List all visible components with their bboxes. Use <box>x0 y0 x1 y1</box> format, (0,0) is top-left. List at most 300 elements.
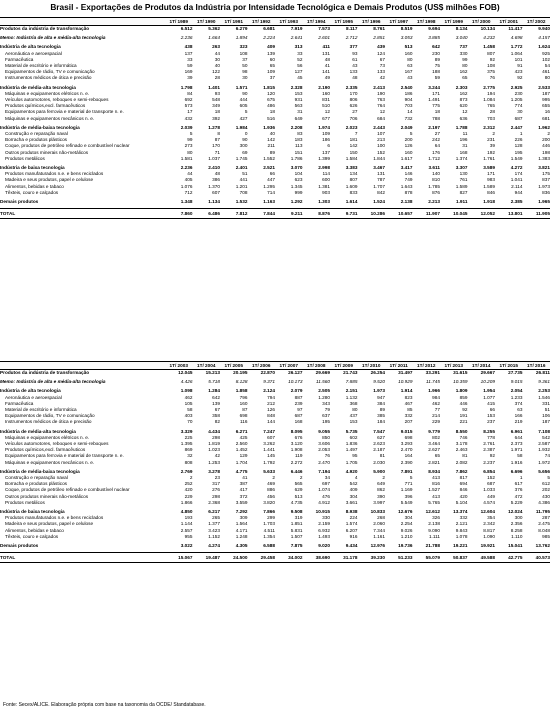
value-cell: 31.178 <box>330 553 358 563</box>
value-cell: 788 <box>432 115 440 121</box>
value-cell: 225 <box>184 434 193 440</box>
row-label: Têxteis, couro e calçados <box>5 189 59 195</box>
value-cell: 7.194 <box>318 468 330 474</box>
value-cell: 268 <box>377 515 385 521</box>
value-cell: 687 <box>294 413 303 419</box>
value-cell: 81 <box>462 453 468 459</box>
value-cell: 390 <box>377 493 385 499</box>
value-cell: 1.280 <box>318 394 330 400</box>
value-cell: 5.735 <box>345 428 358 434</box>
value-cell: 2.054 <box>510 388 523 394</box>
value-cell: 612 <box>542 481 550 487</box>
year-header-cell: 1T/ 1998 <box>413 18 441 26</box>
value-cell: 1.278 <box>208 124 220 130</box>
year-header-cell: 1T/ 2007 <box>275 362 303 370</box>
value-cell: 49.588 <box>468 553 496 563</box>
value-cell: 3.467 <box>373 165 385 171</box>
value-cell: 26.811 <box>535 370 550 375</box>
value-cell: 12.612 <box>425 509 440 515</box>
value-cell: 175 <box>542 171 550 177</box>
row-label: Farmacêutica <box>5 56 34 62</box>
value-cell: 5 <box>244 109 248 115</box>
value-cell: 438 <box>184 44 193 50</box>
value-cell: 4.305 <box>235 543 248 549</box>
value-cell: 343 <box>322 400 330 406</box>
value-cell: 476 <box>322 493 330 499</box>
value-cell: 30 <box>242 75 248 81</box>
value-cell: 441 <box>239 177 248 183</box>
value-cell: 122 <box>212 69 220 75</box>
value-cell: 2.236 <box>180 165 193 171</box>
value-cell: 229 <box>184 493 193 499</box>
value-cell: 2.124 <box>263 388 275 394</box>
value-cell: 3.417 <box>400 165 413 171</box>
value-cell: 1.962 <box>538 124 550 130</box>
value-cell: 947 <box>377 394 385 400</box>
row-label: Indústria de média-alta tecnologia <box>0 84 76 90</box>
row-label: Alimentos, bebidas e tabaco <box>5 183 64 189</box>
value-cell: 385 <box>377 413 385 419</box>
value-cell: 1.916 <box>510 459 523 465</box>
value-cell: 12 <box>379 109 385 115</box>
value-cell: 33.291 <box>425 370 440 375</box>
value-cell: 106 <box>542 413 550 419</box>
value-cell: 92 <box>462 407 468 413</box>
value-cell: 183 <box>294 137 303 143</box>
value-cell: 242 <box>432 137 440 143</box>
row-label: Coque, produtos de petróleo refinado e combustível nuclear <box>5 487 130 493</box>
value-cell: 7.547 <box>373 428 385 434</box>
row-label: Construção e reparação naval <box>5 475 68 481</box>
value-cell: 4.272 <box>510 165 523 171</box>
value-cell: 1.745 <box>235 155 248 161</box>
value-cell: 808 <box>184 459 193 465</box>
value-cell: 7.292 <box>235 509 248 515</box>
value-cell: 1.399 <box>318 155 330 161</box>
value-cell: 2.224 <box>263 35 275 41</box>
value-cell: 687 <box>514 115 523 121</box>
value-cell: 4.171 <box>235 527 248 533</box>
row-label: Outros produtos minerais não-metálicos <box>5 149 89 155</box>
value-cell: 39.230 <box>358 553 386 563</box>
value-cell: 761 <box>459 177 468 183</box>
value-cell: 384 <box>377 400 385 406</box>
value-cell: 93 <box>352 50 358 56</box>
value-cell: 846 <box>487 189 495 195</box>
value-cell: 7.108 <box>538 428 550 434</box>
total-row <box>0 553 550 563</box>
value-cell: 1.441 <box>263 447 275 453</box>
value-cell: 8.095 <box>290 428 303 434</box>
value-cell: 637 <box>322 413 330 419</box>
value-cell: 300 <box>514 515 523 521</box>
value-cell: 1.377 <box>208 521 220 527</box>
value-cell: 5.362 <box>208 26 220 31</box>
value-cell: 2.998 <box>318 165 330 171</box>
value-cell: 151 <box>294 149 303 155</box>
value-cell: 387 <box>239 481 248 487</box>
value-cell: 807 <box>349 177 358 183</box>
exports-table-1989-2002 <box>0 17 550 219</box>
value-cell: 837 <box>542 177 550 183</box>
year-header-cell: 1T/ 1994 <box>303 18 331 26</box>
value-cell: 903 <box>322 189 330 195</box>
value-cell: 2 <box>382 475 385 481</box>
value-cell: 330 <box>322 515 330 521</box>
row-label: Coque, produtos de petróleo refinado e combustível nuclear <box>5 143 130 149</box>
value-cell: 836 <box>542 189 550 195</box>
value-cell: 73 <box>379 63 385 69</box>
value-cell: 873 <box>459 97 468 103</box>
value-cell: 617 <box>514 481 523 487</box>
value-cell: 675 <box>267 97 275 103</box>
value-cell: 469 <box>267 481 275 487</box>
value-cell: 9.090 <box>428 527 440 533</box>
value-cell: 43 <box>407 75 413 81</box>
value-cell: 2.053 <box>318 447 330 453</box>
value-cell: 1.295 <box>263 183 275 189</box>
value-cell: 18 <box>269 109 275 115</box>
value-cell: 109 <box>322 131 330 137</box>
value-cell: 1.381 <box>318 183 330 189</box>
value-cell: 1.370 <box>208 183 220 189</box>
value-cell: 6.961 <box>510 428 523 434</box>
value-cell: 467 <box>404 400 413 406</box>
value-cell: 1.169 <box>400 487 413 493</box>
value-cell: 2.560 <box>235 441 248 447</box>
row-label: Equipamentos para ferrovia e material de transporte n. e. <box>5 453 124 459</box>
value-cell: 11.417 <box>508 26 523 31</box>
value-cell: 140 <box>432 171 440 177</box>
value-cell: 985 <box>542 533 550 539</box>
year-header-cell: 1T/ 2010 <box>358 362 386 370</box>
value-cell: 2.470 <box>400 447 413 453</box>
year-header-cell: 1T/ 2004 <box>193 362 221 370</box>
value-cell: 15.213 <box>205 370 220 375</box>
value-cell: 187 <box>542 90 550 96</box>
value-cell: 174 <box>514 171 523 177</box>
value-cell: 131 <box>322 50 330 56</box>
value-cell: 6.207 <box>345 527 358 533</box>
value-cell: 374 <box>514 400 523 406</box>
value-cell: 104 <box>294 171 303 177</box>
value-cell: 2.030 <box>373 459 385 465</box>
value-cell: 8.048 <box>538 527 550 533</box>
value-cell: 2.121 <box>455 521 468 527</box>
value-cell: 649 <box>377 481 385 487</box>
value-cell: 417 <box>239 487 248 493</box>
value-cell: 698 <box>239 413 248 419</box>
row-label: Equipamentos de rádio, TV e comunicação <box>5 69 95 75</box>
row-label: Madeira e seus produtos, papel e celulose <box>5 521 94 527</box>
value-cell: 69 <box>242 149 248 155</box>
value-cell: 32 <box>187 453 193 459</box>
value-cell: 1.132 <box>345 394 358 400</box>
value-cell: 573 <box>184 103 193 109</box>
value-cell: 11.745 <box>426 379 440 385</box>
value-cell: 265 <box>212 515 220 521</box>
value-cell: 139 <box>267 50 275 56</box>
row-label: Indústria de média-baixa tecnologia <box>0 124 80 130</box>
row-label: Aeronáutica e aeroespacial <box>5 50 62 56</box>
value-cell: 9.779 <box>428 428 440 434</box>
value-cell: 2 <box>547 131 550 137</box>
value-cell: 1.911 <box>456 199 468 205</box>
value-cell: 84 <box>187 90 193 96</box>
value-cell: 600 <box>322 177 330 183</box>
value-cell: 1.033 <box>483 487 495 493</box>
value-cell: 846 <box>459 487 468 493</box>
value-cell: 16 <box>544 109 550 115</box>
value-cell: 126 <box>267 407 275 413</box>
value-cell: 287 <box>542 515 550 521</box>
value-cell: 764 <box>377 103 385 109</box>
value-cell: 8.934 <box>428 468 440 474</box>
value-cell: 486 <box>267 103 275 109</box>
year-header-cell: 1T/ 1992 <box>248 18 276 26</box>
value-cell: 1.395 <box>180 441 193 447</box>
value-cell: 89 <box>434 56 440 62</box>
value-cell: 3.053 <box>400 35 413 41</box>
value-cell: 2.208 <box>290 124 303 130</box>
value-cell: 26.254 <box>370 370 385 375</box>
value-cell: 423 <box>514 69 523 75</box>
value-cell: 439 <box>377 44 385 50</box>
value-cell: 430 <box>542 493 550 499</box>
value-cell: 82 <box>214 419 220 425</box>
value-cell: 10.173 <box>288 379 303 385</box>
value-cell: 67 <box>379 56 385 62</box>
row-label: Equipamentos para ferrovia e material de transporte n. e. <box>5 109 124 115</box>
value-cell: 712 <box>184 189 193 195</box>
value-cell: 80 <box>544 75 550 81</box>
value-cell: 2.587 <box>538 441 550 447</box>
value-cell: 4.850 <box>180 509 193 515</box>
value-cell: 1.664 <box>208 35 220 41</box>
value-cell: 746 <box>459 434 468 440</box>
value-cell: 52 <box>297 56 303 62</box>
value-cell: 10.209 <box>480 379 495 385</box>
value-cell: 34.002 <box>275 553 303 563</box>
value-cell: 9.361 <box>538 379 550 385</box>
value-cell: 1.354 <box>263 533 275 539</box>
value-cell: 7.875 <box>290 543 303 549</box>
value-cell: 87 <box>242 407 248 413</box>
value-cell: 42 <box>214 453 220 459</box>
value-cell: 462 <box>432 400 440 406</box>
value-cell: 166 <box>514 413 523 419</box>
value-cell: 4.434 <box>208 428 220 434</box>
row-label: Indústria de média-alta tecnologia <box>0 428 76 434</box>
row-label: TOTAL <box>0 209 165 219</box>
value-cell: 2.368 <box>208 499 220 505</box>
value-cell: 79 <box>324 407 330 413</box>
value-cell: 9.843 <box>455 527 468 533</box>
value-cell: 101 <box>514 56 523 62</box>
value-cell: 2.253 <box>538 388 550 394</box>
value-cell: 40 <box>269 131 275 137</box>
value-cell: 9.020 <box>318 543 330 549</box>
value-cell: 1.614 <box>345 199 358 205</box>
value-cell: 2.601 <box>318 35 330 41</box>
value-cell: 1.549 <box>510 155 523 161</box>
category-row <box>0 26 550 33</box>
value-cell: 239 <box>294 400 303 406</box>
value-cell: 983 <box>487 177 495 183</box>
value-cell: 12.976 <box>370 543 385 549</box>
value-cell: 4.426 <box>180 379 193 385</box>
value-cell: 649 <box>294 115 303 121</box>
value-cell: 1.712 <box>428 155 440 161</box>
value-cell: 41 <box>242 475 248 481</box>
value-cell: 787 <box>377 177 385 183</box>
value-cell: 133 <box>377 69 385 75</box>
value-cell: 319 <box>294 515 303 521</box>
value-cell: 58 <box>187 407 193 413</box>
value-cell: 5.718 <box>208 379 220 385</box>
value-cell: 20.195 <box>233 370 248 375</box>
value-cell: 2 <box>272 475 275 481</box>
value-cell: 771 <box>404 481 413 487</box>
value-cell: 1.984 <box>235 124 248 130</box>
value-cell: 2.387 <box>483 447 495 453</box>
value-cell: 449 <box>487 493 495 499</box>
value-cell: 8.938 <box>345 509 358 515</box>
value-cell: 904 <box>404 97 413 103</box>
value-cell: 420 <box>459 493 468 499</box>
value-cell: 3.820 <box>263 499 275 505</box>
value-cell: 171 <box>432 90 440 96</box>
value-cell: 2.138 <box>428 521 440 527</box>
value-cell: 2.623 <box>373 441 385 447</box>
value-cell: 1.491 <box>428 97 440 103</box>
value-cell: 146 <box>404 171 413 177</box>
value-cell: 200 <box>542 137 550 143</box>
row-label: Indústria de baixa tecnologia <box>0 165 65 171</box>
year-header-cell: 1T/ 2000 <box>468 18 496 26</box>
value-cell: 11.795 <box>535 509 550 515</box>
value-cell: 29.669 <box>315 370 330 375</box>
value-cell: 708 <box>239 189 248 195</box>
value-cell: 627 <box>377 434 385 440</box>
value-cell: 15.067 <box>165 553 193 563</box>
year-header-cell: 1T/ 1995 <box>330 18 358 26</box>
row-label: TOTAL <box>0 553 165 563</box>
value-cell: 187 <box>542 419 550 425</box>
value-cell: 676 <box>294 434 303 440</box>
value-cell: 211 <box>267 143 275 149</box>
value-cell: 3.559 <box>235 499 248 505</box>
value-cell: 219 <box>514 419 523 425</box>
value-cell: 54 <box>544 63 550 69</box>
value-cell: 8.876 <box>303 209 331 219</box>
value-cell: 1.144 <box>180 521 193 527</box>
value-cell: 1.643 <box>400 183 413 189</box>
row-label: Produtos da indústria de transformação <box>0 370 90 375</box>
value-cell: 1.074 <box>318 487 330 493</box>
value-cell: 1.078 <box>455 533 468 539</box>
value-cell: 842 <box>377 189 385 195</box>
value-cell: 2.197 <box>428 124 440 130</box>
value-cell: 226 <box>514 137 523 143</box>
value-cell: 802 <box>432 434 440 440</box>
value-cell: 2.335 <box>345 84 358 90</box>
value-cell: 8.255 <box>483 428 495 434</box>
value-cell: 42.775 <box>495 553 523 563</box>
value-cell: 40.573 <box>523 553 550 563</box>
value-cell: 89 <box>269 149 275 155</box>
value-cell: 19.487 <box>193 553 221 563</box>
year-header-cell: 1T/ 2008 <box>303 362 331 370</box>
row-label: Indústria de média-baixa tecnologia <box>0 468 80 474</box>
value-cell: 168 <box>459 149 468 155</box>
value-cell: 120 <box>267 90 275 96</box>
value-cell: 827 <box>459 189 468 195</box>
value-cell: 1.524 <box>373 199 385 205</box>
value-cell: 45 <box>297 75 303 81</box>
value-cell: 39 <box>489 143 495 149</box>
value-cell: 12.604 <box>480 509 495 515</box>
value-cell: 194 <box>487 90 495 96</box>
value-cell: 995 <box>542 97 550 103</box>
value-cell: 2 <box>299 475 303 481</box>
value-cell: 386 <box>212 177 220 183</box>
value-cell: 119 <box>295 453 303 459</box>
value-cell: 59 <box>434 75 440 81</box>
value-cell: 1.798 <box>180 84 193 90</box>
value-cell: 48 <box>352 75 358 81</box>
value-cell: 1.571 <box>235 84 248 90</box>
row-label: Máquinas e equipamentos elétricos n. e. <box>5 434 90 440</box>
value-cell: 396 <box>404 493 413 499</box>
value-cell: 2.533 <box>538 84 550 90</box>
value-cell: 214 <box>432 413 440 419</box>
row-label: Alimentos, bebidas e tabaco <box>5 527 64 533</box>
value-cell: 3.821 <box>538 165 550 171</box>
value-cell: 368 <box>349 400 358 406</box>
value-cell: 10.657 <box>385 209 413 219</box>
value-cell: 642 <box>432 44 440 50</box>
value-cell: 92 <box>489 453 495 459</box>
value-cell: 1.253 <box>208 459 220 465</box>
value-cell: 1.064 <box>510 50 523 56</box>
value-cell: 5.765 <box>428 499 440 505</box>
value-cell: 29.667 <box>480 370 495 375</box>
value-cell: 12.024 <box>508 509 523 515</box>
value-cell: 298 <box>212 493 220 499</box>
value-cell: 7.860 <box>165 209 193 219</box>
value-cell: 392 <box>212 115 220 121</box>
row-label: Máquinas e equipamentos mecânicos n. e. <box>5 115 95 121</box>
value-cell: 2.557 <box>180 527 193 533</box>
value-cell: 462 <box>184 394 193 400</box>
value-cell: 427 <box>239 115 248 121</box>
value-cell: 23 <box>214 475 220 481</box>
value-cell: 22.870 <box>260 370 275 375</box>
value-cell: 1.772 <box>510 44 523 50</box>
value-cell: 33 <box>187 56 193 62</box>
value-cell: 332 <box>459 515 468 521</box>
value-cell: 1.973 <box>538 183 550 189</box>
value-cell: 4.912 <box>318 499 330 505</box>
value-cell: 137 <box>184 50 193 56</box>
value-cell: 3.997 <box>373 499 385 505</box>
value-cell: 778 <box>487 434 495 440</box>
value-cell: 1.609 <box>345 183 358 189</box>
value-cell: 160 <box>404 149 413 155</box>
value-cell: 1.703 <box>263 521 275 527</box>
value-cell: 66 <box>269 171 275 177</box>
